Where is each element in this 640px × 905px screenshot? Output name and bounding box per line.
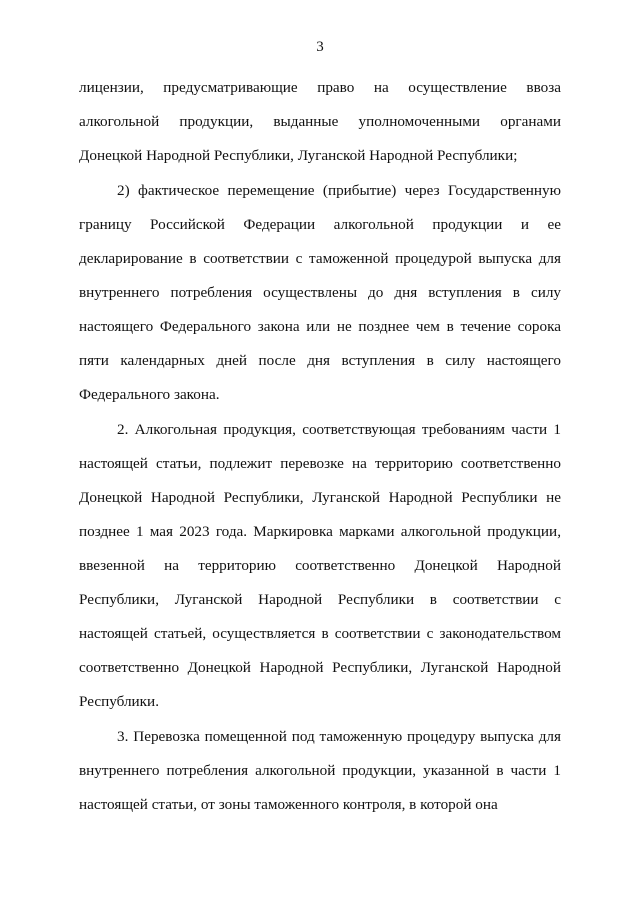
paragraph-part-3: 3. Перевозка помещенной под таможенную процедуру выпуска для внутреннего потребления алкогольной продукции, указанной в части 1 настоящей статьи, от зоны таможенного контроля, в которой она xyxy=(79,728,561,813)
paragraph-item-2: 2) фактическое перемещение (прибытие) через Государственную границу Российской Федерации алкогольной продукции и ее декларирование в соответствии с таможенной процедурой выпуска для внутреннего потребления осуществлены до дня вступления в силу настоящего Федерального закона или не позднее чем в течение сорока пяти календарных дней после дня вступления в силу настоящего Федерального закона. xyxy=(79,182,561,403)
paragraph-part-2: 2. Алкогольная продукция, соответствующая требованиям части 1 настоящей статьи, подлежит перевозке на территорию соответственно Донецкой Народной Республики, Луганской Народной Республики не позднее 1 мая 2023 года. Маркировка марками алкогольной продукции, ввезенной на территорию соответственно Донецкой Народной Республики, Луганской Народной Республики в соответствии с настоящей статьей, осуществляется в соответствии с законодательством соответственно Донецкой Народной Республики, Луганской Народной Республики. xyxy=(79,421,561,710)
document-body xyxy=(79,71,561,822)
page-number: 3 xyxy=(316,39,324,55)
paragraph-license-continuation: лицензии, предусматривающие право на осуществление ввоза алкогольной продукции, выданные уполномоченными органами Донецкой Народной Республики, Луганской Народной Республики; xyxy=(79,79,561,164)
